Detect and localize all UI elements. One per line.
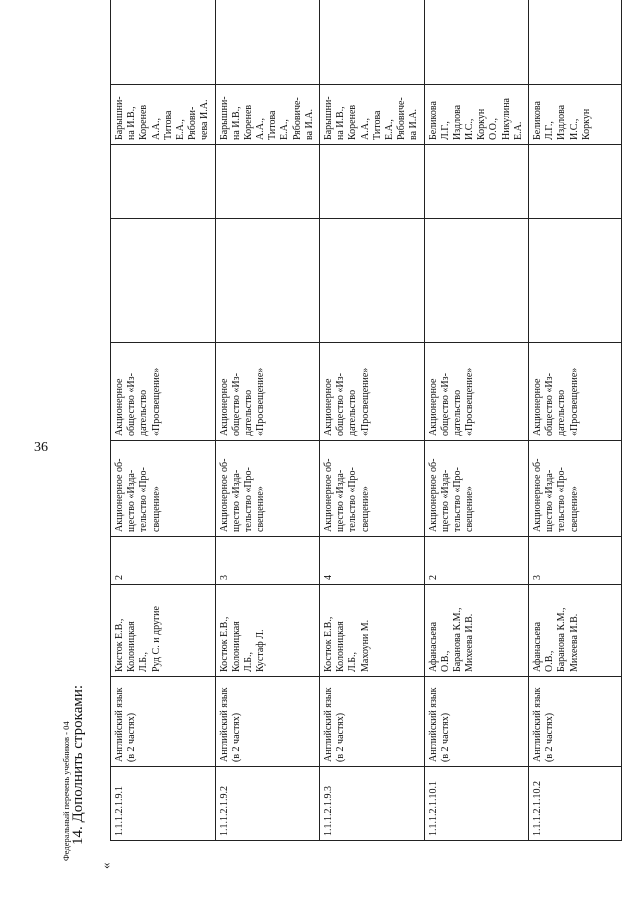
- row-authors: Афанасьева О.В., Баранова К.М., Михеева И.В.: [529, 585, 622, 677]
- row-authors: Костюк Е.В., Колоницкая Л.Б., Махоуни М.: [320, 585, 425, 677]
- row-empty-cell: [111, 145, 216, 219]
- row-experts: Беликова Л.Г., Издлова И.С., Коркун О.О., Никулина Е.А.: [424, 85, 529, 145]
- row-authors: Афанасьева О.В., Баранова К.М., Михеева И.В.: [424, 585, 529, 677]
- row-publisher: Акционерное об- щество «Изда- тельство «Про- свещение»: [320, 441, 425, 537]
- row-organization: Акционерное общество «Из- дательство «Просвещение»: [424, 343, 529, 441]
- section-heading: 14. Дополнить строками:: [70, 684, 86, 845]
- footer-note: Федеральный перечень учебников - 04: [61, 721, 71, 861]
- row-experts: Беликова Л.Г., Издлова И.С., Коркун: [529, 85, 622, 145]
- row-empty-cell: [529, 145, 622, 219]
- row-empty-cell: [215, 145, 320, 219]
- table-row: [529, 0, 622, 841]
- row-grade: 3: [529, 537, 622, 585]
- table-row: [111, 0, 216, 841]
- row-code: 1.1.1.2.1.9.1: [111, 767, 216, 841]
- row-empty-cell: [529, 0, 622, 85]
- row-subject: Английский язык (в 2 частях): [529, 677, 622, 767]
- table-row: [320, 0, 425, 841]
- row-organization: Акционерное общество «Из- дательство «Просвещение»: [111, 343, 216, 441]
- row-experts: Барышни- на И.В., Коренев А.А., Титова Е.А., Рябовиче- ва И.А.: [215, 85, 320, 145]
- row-empty-cell: [215, 0, 320, 85]
- row-empty-cell: [529, 219, 622, 343]
- opening-quote: «: [98, 862, 113, 869]
- row-publisher: Акционерное об- щество «Изда- тельство «Про- свещение»: [424, 441, 529, 537]
- row-empty-cell: [111, 0, 216, 85]
- row-grade: 2: [111, 537, 216, 585]
- row-empty-cell: [320, 145, 425, 219]
- row-empty-cell: [215, 219, 320, 343]
- row-empty-cell: [424, 0, 529, 85]
- row-subject: Английский язык (в 2 частях): [111, 677, 216, 767]
- textbook-table: [110, 0, 622, 841]
- row-empty-cell: [424, 145, 529, 219]
- rotated-page-content: [58, 15, 618, 875]
- row-subject: Английский язык (в 2 частях): [320, 677, 425, 767]
- row-organization: Акционерное общество «Из- дательство «Просвещение»: [320, 343, 425, 441]
- table-row: [424, 0, 529, 841]
- row-subject: Английский язык (в 2 частях): [424, 677, 529, 767]
- row-empty-cell: [320, 219, 425, 343]
- row-experts: Барышни- на И.В., Коренев А.А., Титова Е.А., Рябовиче- ва И.А.: [320, 85, 425, 145]
- row-publisher: Акционерное об- щество «Изда- тельство «Про- свещение»: [111, 441, 216, 537]
- row-authors: Кисток Е.В., Колоницкая Л.Б., Руд С. и другие: [111, 585, 216, 677]
- row-code: 1.1.1.2.1.10.2: [529, 767, 622, 841]
- row-code: 1.1.1.2.1.9.2: [215, 767, 320, 841]
- row-code: 1.1.1.2.1.9.3: [320, 767, 425, 841]
- row-empty-cell: [111, 219, 216, 343]
- row-experts: Барышни- на И.В., Коренев А.А., Титова Е.А., Рябови- чева И.А.: [111, 85, 216, 145]
- row-organization: Акционерное общество «Из- дательство «Просвещение»: [215, 343, 320, 441]
- row-grade: 4: [320, 537, 425, 585]
- row-authors: Костюк Е.В., Колоницкая Л.Б., Кустаф Л.: [215, 585, 320, 677]
- row-grade: 2: [424, 537, 529, 585]
- row-code: 1.1.1.2.1.10.1: [424, 767, 529, 841]
- table-row: [215, 0, 320, 841]
- row-grade: 3: [215, 537, 320, 585]
- row-organization: Акционерное общество «Из- дательство «Просвещение»: [529, 343, 622, 441]
- row-publisher: Акционерное об- щество «Изда- тельство «Про- свещение»: [529, 441, 622, 537]
- row-subject: Английский язык (в 2 частях): [215, 677, 320, 767]
- page-number: 36: [34, 440, 48, 455]
- row-empty-cell: [320, 0, 425, 85]
- row-publisher: Акционерное об- щество «Изда- тельство «Про- свещение»: [215, 441, 320, 537]
- row-empty-cell: [424, 219, 529, 343]
